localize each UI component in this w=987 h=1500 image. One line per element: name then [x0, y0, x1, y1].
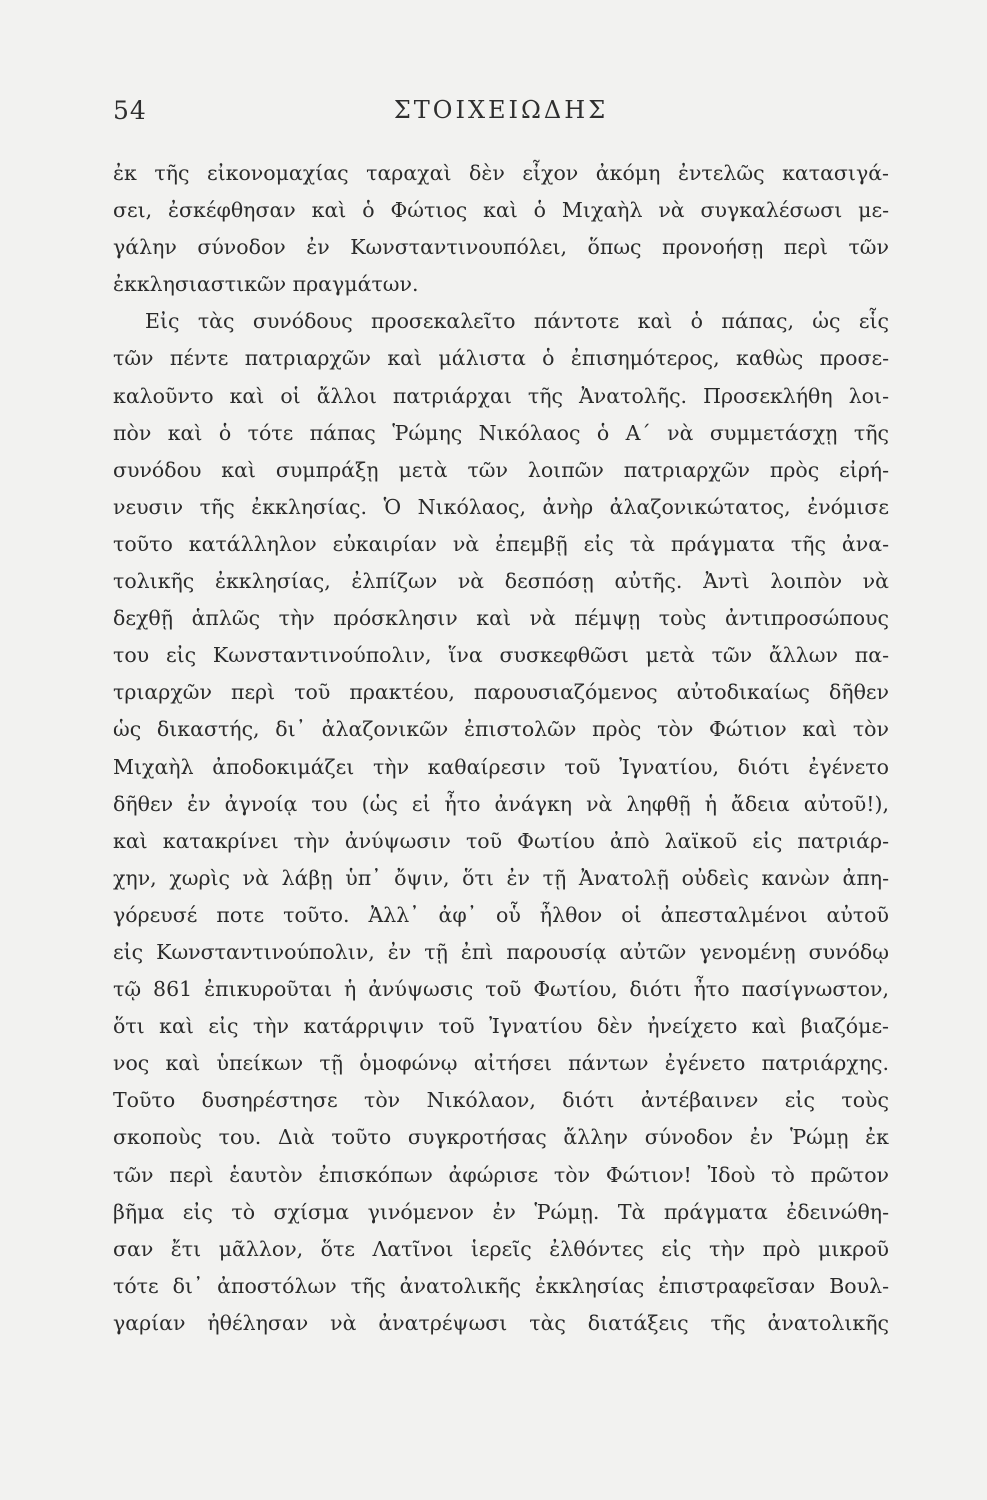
page-number: 54: [113, 96, 147, 125]
text-line: τῷ 861 ἐπικυροῦται ἡ ἀνύψωσις τοῦ Φωτίου, διότι ἦτο πασίγνωστον,: [113, 977, 889, 1002]
text-line: Τοῦτο δυσηρέστησε τὸν Νικόλαον, διότι ἀντέβαινεν εἰς τοὺς: [113, 1088, 889, 1113]
text-line: Εἰς τὰς συνόδους προσεκαλεῖτο πάντοτε καὶ ὁ πάπας, ὡς εἷς: [145, 309, 889, 334]
text-line: ὅτι καὶ εἰς τὴν κατάρριψιν τοῦ Ἰγνατίου δὲν ἠνείχετο καὶ βιαζόμε-: [113, 1014, 889, 1039]
text-line: γόρευσέ ποτε τοῦτο. Ἀλλ᾽ ἀφ᾽ οὗ ἦλθον οἱ ἀπεσταλμένοι αὐτοῦ: [113, 902, 889, 927]
text-line: δῆθεν ἐν ἀγνοίᾳ του (ὡς εἰ ἦτο ἀνάγκη νὰ ληφθῇ ἡ ἄδεια αὐτοῦ!),: [113, 791, 889, 816]
text-line: βῆμα εἰς τὸ σχίσμα γινόμενον ἐν Ῥώμῃ. Τὰ πράγματα ἐδεινώθη-: [113, 1199, 889, 1224]
text-line: γάλην σύνοδον ἐν Κωνσταντινουπόλει, ὅπως προνοήσῃ περὶ τῶν: [113, 235, 889, 260]
text-line: νευσιν τῆς ἐκκλησίας. Ὁ Νικόλαος, ἀνὴρ ἀλαζονικώτατος, ἐνόμισε: [113, 494, 889, 519]
text-line: καὶ κατακρίνει τὴν ἀνύψωσιν τοῦ Φωτίου ἀπὸ λαϊκοῦ εἰς πατριάρ-: [113, 828, 889, 853]
text-line: νος καὶ ὑπείκων τῇ ὁμοφώνῳ αἰτήσει πάντων ἐγένετο πατριάρχης.: [113, 1051, 889, 1076]
text-line: καλοῦντο καὶ οἱ ἄλλοι πατριάρχαι τῆς Ἀνατολῆς. Προσεκλήθη λοι-: [113, 383, 889, 408]
text-line: τολικῆς ἐκκλησίας, ἐλπίζων νὰ δεσπόσῃ αὐτῆς. Ἀντὶ λοιπὸν νὰ: [113, 569, 889, 594]
text-line: σει, ἐσκέφθησαν καὶ ὁ Φώτιος καὶ ὁ Μιχαὴλ νὰ συγκαλέσωσι με-: [113, 198, 889, 223]
page-header: [113, 96, 889, 136]
text-line: τοῦτο κατάλληλον εὐκαιρίαν νὰ ἐπεμβῇ εἰς τὰ πράγματα τῆς ἀνα-: [113, 531, 889, 556]
body-text: [113, 155, 889, 1342]
text-line: τότε δι᾽ ἀποστόλων τῆς ἀνατολικῆς ἐκκλησίας ἐπιστραφεῖσαν Βουλ-: [113, 1273, 889, 1298]
text-line: πὸν καὶ ὁ τότε πάπας Ῥώμης Νικόλαος ὁ Α΄ νὰ συμμετάσχῃ τῆς: [113, 420, 889, 445]
text-line: σαν ἔτι μᾶλλον, ὅτε Λατῖνοι ἱερεῖς ἐλθόντες εἰς τὴν πρὸ μικροῦ: [113, 1236, 889, 1261]
text-line: τῶν περὶ ἑαυτὸν ἐπισκόπων ἀφώρισε τὸν Φώτιον! Ἰδοὺ τὸ πρῶτον: [113, 1162, 889, 1187]
text-line: δεχθῇ ἁπλῶς τὴν πρόσκλησιν καὶ νὰ πέμψῃ τοὺς ἀντιπροσώπους: [113, 606, 889, 631]
text-line: ὡς δικαστής, δι᾽ ἀλαζονικῶν ἐπιστολῶν πρὸς τὸν Φώτιον καὶ τὸν: [113, 717, 889, 742]
text-line: χην, χωρὶς νὰ λάβῃ ὑπ᾽ ὄψιν, ὅτι ἐν τῇ Ἀνατολῇ οὐδεὶς κανὼν ἀπη-: [113, 865, 889, 890]
text-line: ἐκ τῆς εἰκονομαχίας ταραχαὶ δὲν εἶχον ἀκόμη ἐντελῶς κατασιγά-: [113, 161, 889, 185]
text-line: τῶν πέντε πατριαρχῶν καὶ μάλιστα ὁ ἐπισημότερος, καθὼς προσε-: [113, 346, 889, 371]
text-line: του εἰς Κωνσταντινούπολιν, ἵνα συσκεφθῶσι μετὰ τῶν ἄλλων πα-: [113, 643, 889, 668]
text-line: ἐκκλησιαστικῶν πραγμάτων.: [113, 272, 419, 297]
text-line: σκοποὺς του. Διὰ τοῦτο συγκροτήσας ἄλλην σύνοδον ἐν Ῥώμῃ ἐκ: [113, 1125, 889, 1150]
text-line: τριαρχῶν περὶ τοῦ πρακτέου, παρουσιαζόμενος αὐτοδικαίως δῆθεν: [113, 680, 889, 705]
running-head: ΣΤΟΙΧΕΙΩΔΗΣ: [393, 96, 609, 124]
text-line: γαρίαν ἠθέλησαν νὰ ἀνατρέψωσι τὰς διατάξεις τῆς ἀνατολικῆς: [113, 1310, 889, 1335]
text-line: εἰς Κωνσταντινούπολιν, ἐν τῇ ἐπὶ παρουσίᾳ αὐτῶν γενομένῃ συνόδῳ: [113, 939, 889, 964]
text-line: συνόδου καὶ συμπράξῃ μετὰ τῶν λοιπῶν πατριαρχῶν πρὸς εἰρή-: [113, 457, 889, 482]
text-line: Μιχαὴλ ἀποδοκιμάζει τὴν καθαίρεσιν τοῦ Ἰγνατίου, διότι ἐγένετο: [113, 754, 889, 779]
